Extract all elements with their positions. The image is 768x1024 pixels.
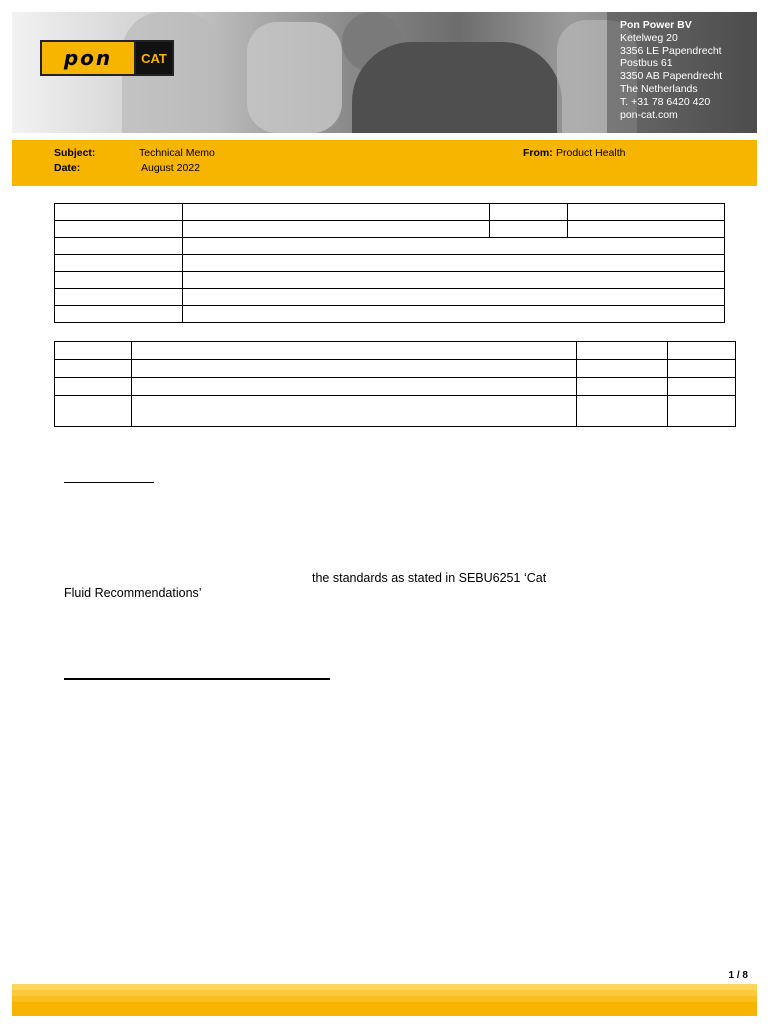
memo-details-table (54, 203, 725, 323)
company-name: Pon Power BV (620, 19, 692, 31)
address-line: 3350 AB Papendrecht (620, 70, 723, 83)
memo-info-band (12, 140, 757, 186)
table-row (55, 378, 736, 396)
address-line: Ketelweg 20 (620, 31, 678, 44)
subject-value: Technical Memo (139, 147, 215, 159)
body-text: Fluid Recommendations’ (64, 586, 202, 600)
table-row (55, 204, 725, 221)
table-row (55, 238, 725, 255)
table-row (55, 255, 725, 272)
cat-logo-text: CAT (134, 42, 172, 74)
footer-band (12, 984, 757, 1016)
pon-cat-logo (40, 40, 174, 76)
section-heading-underline (64, 678, 330, 680)
page-number: 1 / 8 (728, 970, 748, 981)
subject-label: Subject: (54, 147, 96, 159)
address-line: Postbus 61 (620, 57, 673, 70)
website-link[interactable]: pon-cat.com (620, 108, 678, 121)
table-row (55, 289, 725, 306)
table-row (55, 306, 725, 323)
revision-table (54, 341, 736, 427)
date-value: August 2022 (141, 162, 200, 174)
table-row (55, 342, 736, 360)
from-value: Product Health (556, 147, 626, 159)
pon-logo-text: pon (63, 46, 113, 70)
company-address (620, 19, 755, 121)
body-text: the standards as stated in SEBU6251 ‘Cat (312, 571, 547, 585)
phone-number: T. +31 78 6420 420 (620, 95, 711, 108)
table-row (55, 221, 725, 238)
from-label: From: (523, 147, 553, 159)
address-line: The Netherlands (620, 82, 698, 95)
table-row (55, 272, 725, 289)
address-line: 3356 LE Papendrecht (620, 44, 722, 57)
table-row (55, 396, 736, 427)
date-label: Date: (54, 162, 81, 174)
section-heading-underline (64, 482, 154, 483)
table-row (55, 360, 736, 378)
